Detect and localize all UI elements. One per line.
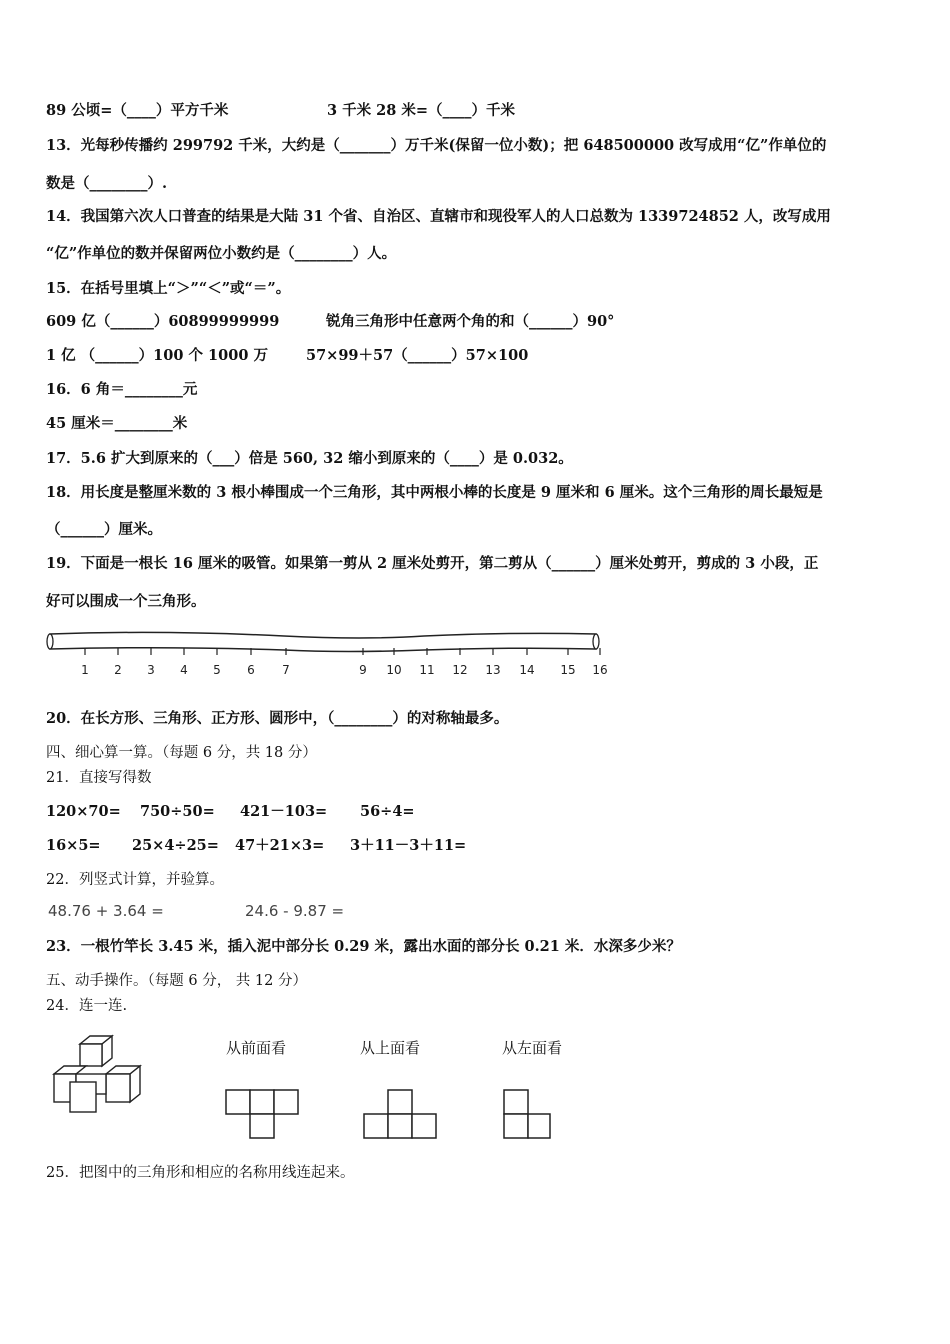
section-4-heading: 四、细心算一算。（每题 6 分，共 18 分） [46,745,317,761]
calc-item: 421－103= [240,803,328,820]
cube-front-face [106,1074,130,1102]
q15-title: 15．在括号里填上“＞”“＜”或“＝”。 [46,280,291,297]
q22-title: 22．列竖式计算，并验算。 [46,872,224,888]
q18-line2: （______）厘米。 [46,521,162,538]
ruler-tick-label: 5 [213,663,221,677]
q25-line: 25．把图中的三角形和相应的名称用线连起来。 [46,1165,355,1181]
q13-line1: 13．光每秒传播约 299792 千米，大约是（_______）万千米(保留一位小数)；把 648500000 改写成用“亿”作单位的 [46,137,827,154]
cube-top-face [54,1066,86,1074]
straw-right-end [593,634,599,649]
straw-left-end [47,634,53,649]
q15-compare-d: 57×99＋57（______）57×100 [306,347,529,364]
view-label-top: 从上面看 [360,1039,421,1057]
calc-item: 3＋11－3＋11= [350,837,467,854]
q22-formula-2: 24.6 - 9.87 = [245,902,345,920]
ruler-tick-label: 10 [386,663,402,677]
q15-compare-a: 609 亿（______）60899999999 [46,313,280,330]
view-label-front: 从前面看 [226,1039,287,1057]
ruler-tick-label: 12 [452,663,468,677]
ruler-tick-label: 16 [592,663,608,677]
cube-front-face [70,1082,96,1112]
q22-formula-1: 48.76 + 3.64 = [48,902,164,920]
calc-item: 47＋21×3= [235,837,325,854]
q16-line1: 16．6 角＝________元 [46,381,198,398]
calc-item: 56÷4= [360,803,415,820]
q15-compare-c: 1 亿 （______）100 个 1000 万 [46,347,268,364]
calc-item: 750÷50= [140,803,215,820]
top-view-shape [362,1086,442,1142]
ruler-tick-label: 3 [147,663,155,677]
ruler-tick-label: 9 [359,663,367,677]
ruler-tick-label: 6 [247,663,255,677]
section-5-heading: 五、动手操作。（每题 6 分， 共 12 分） [46,973,307,989]
q13-line2: 数是（________）. [46,175,168,192]
q15-compare-b: 锐角三角形中任意两个角的和（______）90° [326,313,615,330]
ruler-tick-label: 2 [114,663,122,677]
q14-line1: 14．我国第六次人口普查的结果是大陆 31 个省、自治区、直辖市和现役军人的人口总数为 1339724852 人，改写成用 [46,208,831,225]
q16-line2: 45 厘米＝________米 [46,415,188,432]
calc-item: 25×4÷25= [132,837,219,854]
q14-line2: “亿”作单位的数并保留两位小数约是（________）人。 [46,245,397,262]
straw-body [50,632,596,651]
q23-line: 23．一根竹竿长 3.45 米，插入泥中部分长 0.29 米，露出水面的部分长 0.21 米．水深多少米？ [46,938,681,955]
ruler-tick-label: 11 [419,663,435,677]
cube-figure [50,1034,150,1116]
q21-title: 21．直接写得数 [46,770,152,786]
ruler-tick-label: 13 [485,663,501,677]
view-label-left: 从左面看 [502,1039,563,1057]
q12-km: 3 千米 28 米=（____）千米 [327,102,516,119]
ruler-tick-label: 1 [81,663,89,677]
q19-line1: 19．下面是一根长 16 厘米的吸管。如果第一剪从 2 厘米处剪开，第二剪从（______）厘米处剪开，剪成的 3 小段，正 [46,555,819,572]
q17-line: 17．5.6 扩大到原来的（___）倍是 560, 32 缩小到原来的（____）是 0.032。 [46,450,573,467]
q20-line: 20．在长方形、三角形、正方形、圆形中，（________）的对称轴最多。 [46,710,509,727]
calc-item: 120×70= [46,803,121,820]
ruler-tick-label: 14 [519,663,535,677]
ruler-tick-label: 7 [282,663,290,677]
q19-line2: 好可以围成一个三角形。 [46,593,206,610]
front-view-shape [222,1086,326,1142]
calc-item: 16×5= [46,837,101,854]
left-view-shape [500,1086,556,1142]
ruler-tick-label: 4 [180,663,188,677]
q12-hectare: 89 公顷=（____）平方千米 [46,102,229,119]
cube-front-face [80,1044,102,1066]
straw-ruler [44,628,610,680]
q18-line1: 18．用长度是整厘米数的 3 根小棒围成一个三角形，其中两根小棒的长度是 9 厘米和 6 厘米。这个三角形的周长最短是 [46,484,823,501]
q24-title: 24．连一连. [46,998,128,1014]
ruler-tick-label: 15 [560,663,576,677]
